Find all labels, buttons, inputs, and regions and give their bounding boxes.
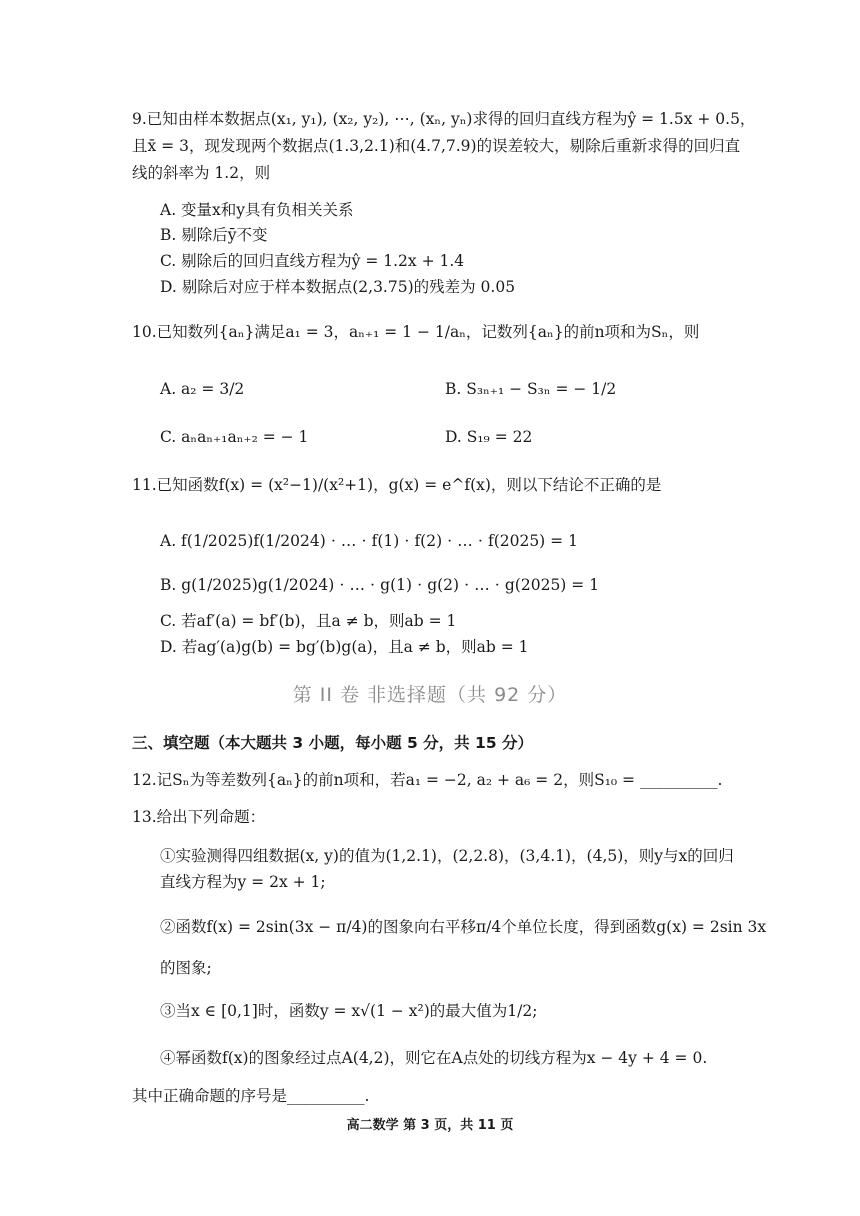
q13-item-2-line-2: 的图象; [160, 959, 212, 977]
q11-option-c: C. 若af′(a) = bf′(b)，且a ≠ b，则ab = 1 [160, 612, 457, 630]
q9-option-d: D. 剔除后对应于样本数据点(2,3.75)的残差为 0.05 [160, 278, 516, 296]
q13-item-4: ④幂函数f(x)的图象经过点A(4,2)，则它在A点处的切线方程为x − 4y + 4 = 0. [160, 1049, 708, 1067]
q10-option-c: C. aₙaₙ₊₁aₙ₊₂ = − 1 [160, 428, 309, 446]
q13-item-3: ③当x ∈ [0,1]时，函数y = x√(1 − x²)的最大值为1/2; [160, 1002, 538, 1020]
part2-heading: 第 II 卷 非选择题（共 92 分） [292, 684, 568, 706]
q10-option-a: A. a₂ = 3/2 [160, 380, 245, 398]
q11-option-d: D. 若ag′(a)g(b) = bg′(b)g(a)，且a ≠ b，则ab = 1 [160, 638, 529, 656]
q11-option-b: B. g(1/2025)g(1/2024) ⋅ … ⋅ g(1) ⋅ g(2) ⋅ … ⋅ g(2025) = 1 [160, 576, 600, 594]
q9-option-c: C. 剔除后的回归直线方程为ŷ = 1.2x + 1.4 [160, 252, 465, 270]
q13-stem: 13.给出下列命题： [132, 808, 266, 826]
q10-option-d: D. S₁₉ = 22 [445, 428, 533, 446]
q9-stem-line-3: 线的斜率为 1.2，则 [132, 164, 271, 182]
q13-item-2-line-1: ②函数f(x) = 2sin(3x − π/4)的图象向右平移π/4个单位长度，得到函数g(x) = 2sin 3x [160, 918, 767, 936]
q10-stem: 10.已知数列{aₙ}满足a₁ = 3，aₙ₊₁ = 1 − 1/aₙ，记数列{aₙ}的前n项和为Sₙ，则 [132, 323, 700, 341]
q12-stem: 12.记Sₙ为等差数列{aₙ}的前n项和，若a₁ = −2, a₂ + a₆ = 2，则S₁₀ = __________. [132, 771, 723, 789]
page-footer: 高二数学 第 3 页，共 11 页 [346, 1118, 514, 1133]
q9-option-b: B. 剔除后ȳ不变 [160, 226, 268, 244]
q13-conclusion: 其中正确命题的序号是__________. [132, 1087, 370, 1105]
q9-stem-line-2: 且x̄ = 3，现发现两个数据点(1.3,2.1)和(4.7,7.9)的误差较大，剔除后重新求得的回归直 [132, 137, 741, 155]
q9-option-a: A. 变量x和y具有负相关关系 [160, 201, 354, 219]
section3-title: 三、填空题（本大题共 3 小题，每小题 5 分，共 15 分） [132, 734, 534, 752]
q11-option-a: A. f(1/2025)f(1/2024) ⋅ … ⋅ f(1) ⋅ f(2) ⋅ … ⋅ f(2025) = 1 [160, 532, 578, 550]
q13-item-1-line-1: ①实验测得四组数据(x, y)的值为(1,2.1)，(2,2.8)，(3,4.1)，(4,5)，则y与x的回归 [160, 847, 734, 865]
q13-item-1-line-2: 直线方程为y = 2x + 1; [160, 873, 326, 891]
q9-stem-line-1: 9.已知由样本数据点(x₁, y₁), (x₂, y₂), ⋯, (xₙ, yₙ)求得的回归直线方程为ŷ = 1.5x + 0.5， [132, 110, 756, 128]
q11-stem: 11.已知函数f(x) = (x²−1)/(x²+1)，g(x) = e^f(x)，则以下结论不正确的是 [132, 476, 662, 494]
q10-option-b: B. S₃ₙ₊₁ − S₃ₙ = − 1/2 [445, 380, 617, 398]
